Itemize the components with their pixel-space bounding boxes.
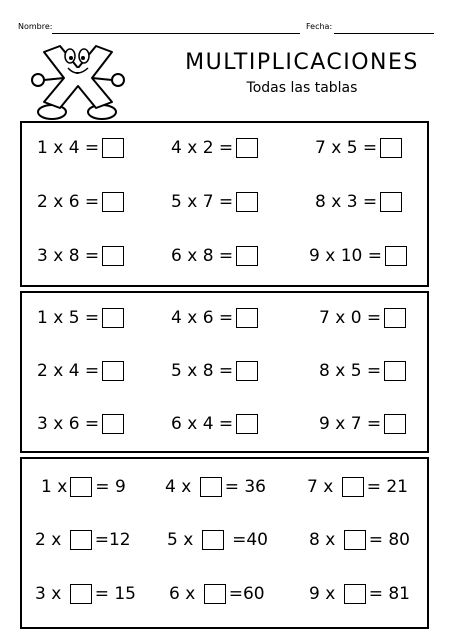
section-1	[20, 121, 429, 287]
answer-box[interactable]	[342, 477, 364, 497]
answer-box[interactable]	[384, 414, 406, 434]
answer-box[interactable]	[200, 477, 222, 497]
answer-box[interactable]	[380, 138, 402, 158]
problem: 1 x = 9	[41, 477, 126, 497]
problem: 2 x = 12	[35, 530, 131, 550]
page-title: MULTIPLICACIONES	[185, 50, 419, 75]
problem: 8 x = 80	[309, 530, 410, 550]
problem: 2 x 4 =	[37, 360, 127, 382]
answer-box[interactable]	[102, 308, 124, 328]
date-field[interactable]	[334, 33, 434, 34]
problem: 6 x 4 =	[171, 413, 261, 435]
problem: 2 x 6 =	[37, 191, 127, 213]
answer-box[interactable]	[70, 584, 92, 604]
answer-box[interactable]	[236, 192, 258, 212]
problem: 4 x 2 =	[171, 137, 261, 159]
problem: 4 x 6 =	[171, 307, 261, 329]
answer-box[interactable]	[380, 192, 402, 212]
answer-box[interactable]	[344, 530, 366, 550]
answer-box[interactable]	[102, 192, 124, 212]
problem: 5 x 7 =	[171, 191, 261, 213]
problem: 6 x = 60	[169, 584, 265, 604]
problem: 9 x 7 =	[319, 413, 409, 435]
answer-box[interactable]	[204, 584, 226, 604]
problem: 3 x 8 =	[37, 245, 127, 267]
header	[0, 22, 453, 36]
problem: 4 x = 36	[165, 477, 266, 497]
section-3	[20, 457, 429, 629]
problem: 9 x = 81	[309, 584, 410, 604]
date-label: Fecha:	[306, 22, 333, 31]
answer-box[interactable]	[236, 414, 258, 434]
page-subtitle: Todas las tablas	[246, 80, 358, 96]
answer-box[interactable]	[102, 246, 124, 266]
answer-box[interactable]	[202, 530, 224, 550]
name-label: Nombre:	[18, 22, 53, 31]
section-2	[20, 291, 429, 453]
problem: 3 x 6 =	[37, 413, 127, 435]
name-field[interactable]	[52, 33, 300, 34]
problem: 5 x = 40	[167, 530, 268, 550]
answer-box[interactable]	[70, 530, 92, 550]
problem: 7 x = 21	[307, 477, 408, 497]
answer-box[interactable]	[102, 138, 124, 158]
answer-box[interactable]	[344, 584, 366, 604]
problem: 9 x 10 =	[309, 245, 410, 267]
problem: 1 x 5 =	[37, 307, 127, 329]
answer-box[interactable]	[384, 361, 406, 381]
answer-box[interactable]	[236, 361, 258, 381]
answer-box[interactable]	[385, 246, 407, 266]
multiplication-mascot-icon	[30, 40, 126, 122]
answer-box[interactable]	[70, 477, 92, 497]
problem: 8 x 5 =	[319, 360, 409, 382]
answer-box[interactable]	[236, 308, 258, 328]
problem: 1 x 4 =	[37, 137, 127, 159]
problem: 5 x 8 =	[171, 360, 261, 382]
answer-box[interactable]	[102, 361, 124, 381]
problem: 7 x 5 =	[315, 137, 405, 159]
problem: 6 x 8 =	[171, 245, 261, 267]
problem: 8 x 3 =	[315, 191, 405, 213]
problem: 7 x 0 =	[319, 307, 409, 329]
answer-box[interactable]	[236, 138, 258, 158]
answer-box[interactable]	[384, 308, 406, 328]
answer-box[interactable]	[236, 246, 258, 266]
problem: 3 x = 15	[35, 584, 136, 604]
answer-box[interactable]	[102, 414, 124, 434]
